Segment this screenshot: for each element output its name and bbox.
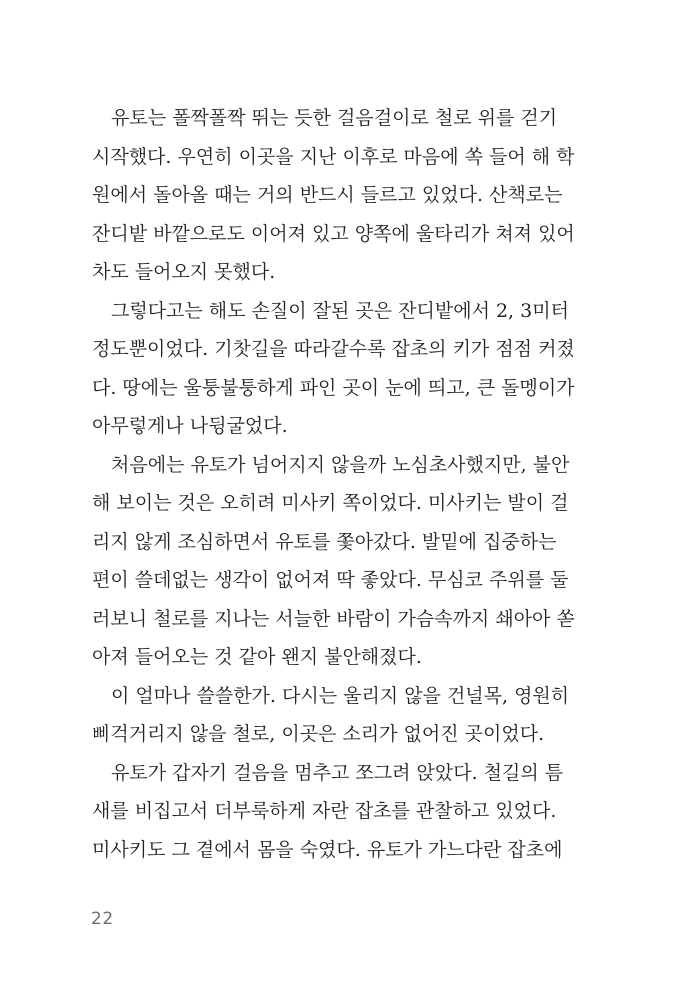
text-line: 다. 땅에는 울퉁불퉁하게 파인 곳이 눈에 띄고, 큰 돌멩이가 <box>92 376 575 399</box>
text-line: 리지 않게 조심하면서 유토를 쫓아갔다. 발밑에 집중하는 <box>92 530 557 553</box>
text-line: 처음에는 유토가 넘어지지 않을까 노심초사했지만, 불안 <box>111 453 570 476</box>
text-line: 아무렇게나 나뒹굴었다. <box>92 415 288 437</box>
text-line: 잔디밭 바깥으로도 이어져 있고 양쪽에 울타리가 쳐져 있어 <box>92 222 575 245</box>
text-line: 새를 비집고서 더부룩하게 자란 잡초를 관찰하고 있었다. <box>92 800 557 822</box>
text-line: 미사키도 그 곁에서 몸을 숙였다. 유토가 가느다란 잡초에 <box>92 838 563 861</box>
text-line: 차도 들어오지 못했다. <box>92 261 276 283</box>
text-line: 편이 쓸데없는 생각이 없어져 딱 좋았다. 무심코 주위를 둘 <box>92 569 569 591</box>
text-line: 삐걱거리지 않을 철로, 이곳은 소리가 없어진 곳이었다. <box>92 723 545 745</box>
page-number: 22 <box>91 909 114 929</box>
text-line: 유토는 폴짝폴짝 뛰는 듯한 걸음걸이로 철로 위를 걷기 <box>111 107 558 129</box>
text-line: 해 보이는 것은 오히려 미사키 쪽이었다. 미사키는 발이 걸 <box>92 492 569 514</box>
body-text <box>92 99 575 869</box>
text-line: 원에서 돌아올 때는 거의 반드시 들르고 있었다. 산책로는 <box>92 184 563 206</box>
text-line: 정도뿐이었다. 기찻길을 따라갈수록 잡초의 키가 점점 커졌 <box>92 338 575 360</box>
text-line: 유토가 갑자기 걸음을 멈추고 쪼그려 앉았다. 철길의 틈 <box>111 761 564 784</box>
text-line: 러보니 철로를 지나는 서늘한 바람이 가슴속까지 쇄아아 쏟 <box>92 607 575 630</box>
text-line: 시작했다. 우연히 이곳을 지난 이후로 마음에 쏙 들어 해 학 <box>92 145 575 168</box>
text-line: 그렇다고는 해도 손질이 잘된 곳은 잔디밭에서 2, 3미터 <box>111 299 569 322</box>
text-line: 아져 들어오는 것 같아 왠지 불안해졌다. <box>92 646 422 668</box>
text-line: 이 얼마나 쓸쓸한가. 다시는 울리지 않을 건널목, 영원히 <box>111 684 570 707</box>
